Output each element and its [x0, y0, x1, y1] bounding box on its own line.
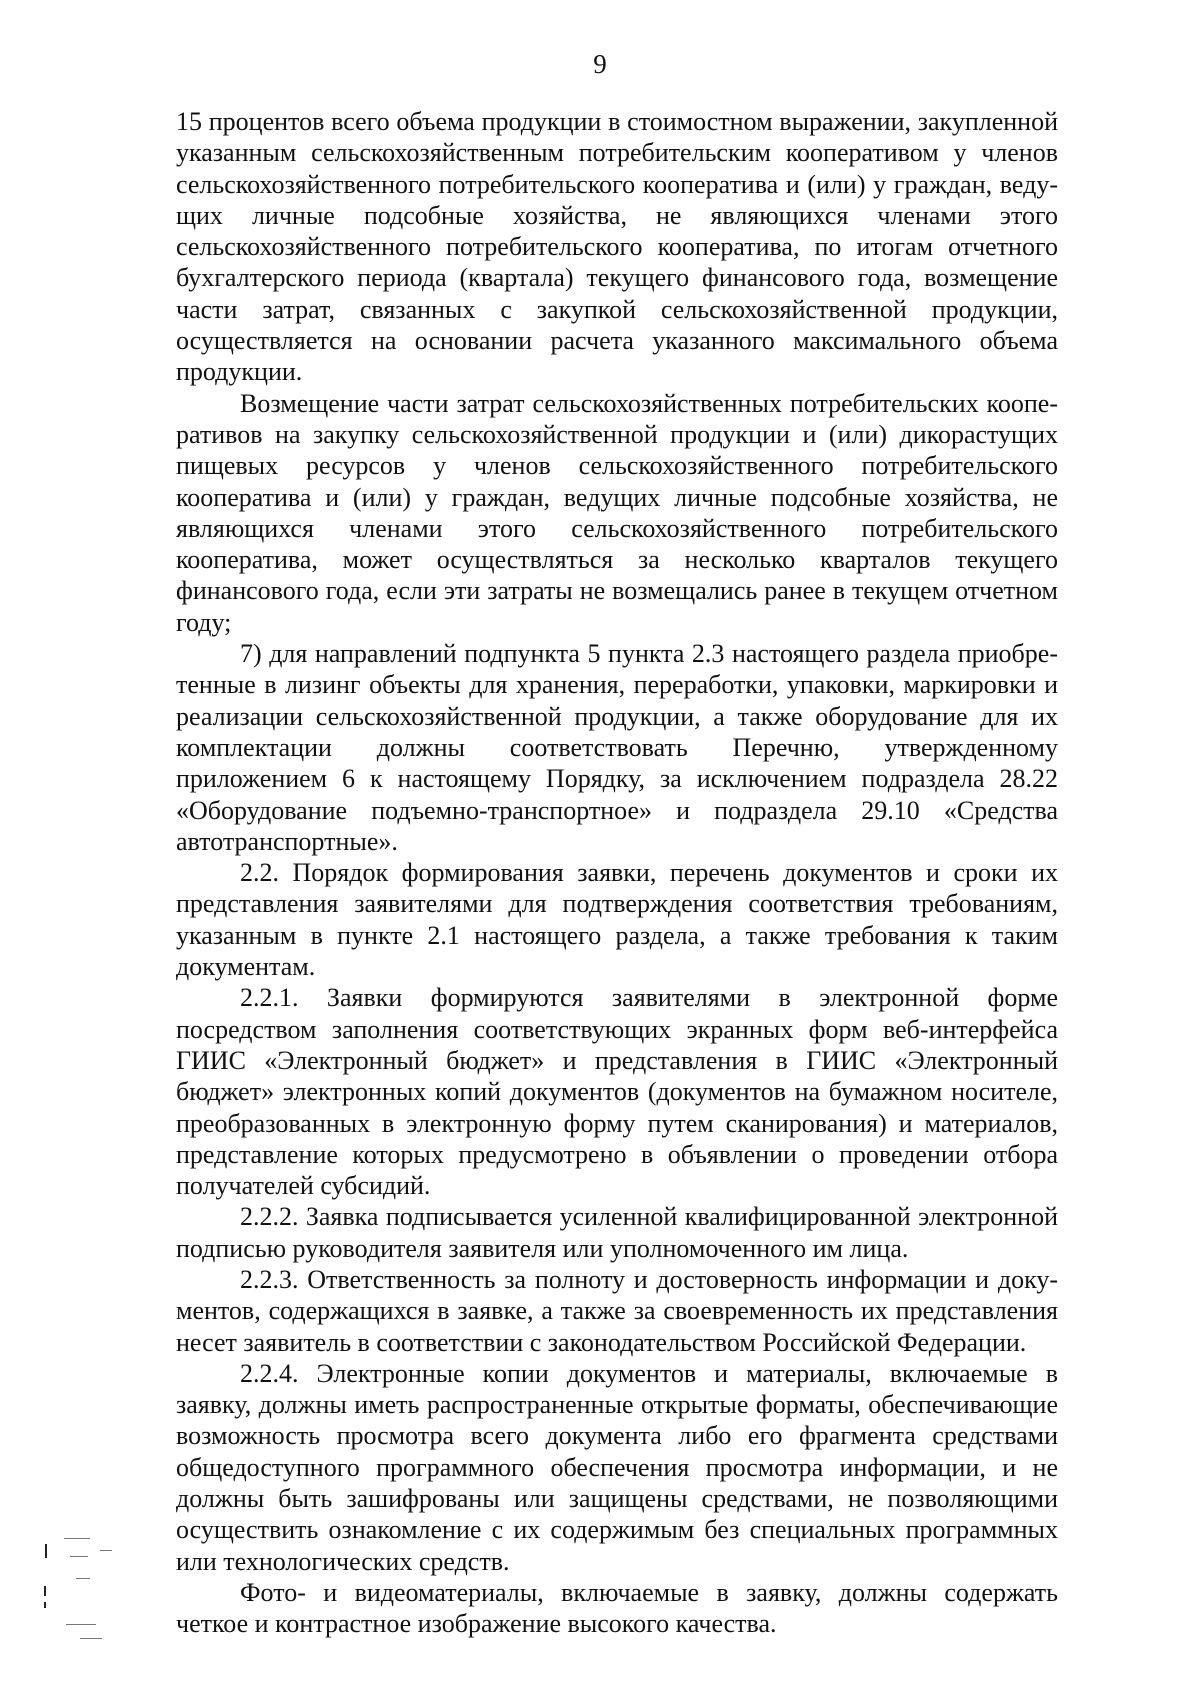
document-body: [176, 106, 1058, 1640]
scan-speck: [44, 1602, 46, 1608]
paragraph-continuation: 15 процентов всего объема продукции в стоимостном выражении, закупленной указанным сельскохозяйственным потребительским кооперативом у членов сельскохозяйственного потребительского кооператива и (или) у граждан, ведущих личные подсобные хозяйства, не являющихся членами этого сельскохозяйственного потребительского кооператива, по итогам отчетного бухгалтерского периода (квартала) текущего финансового года, возмещение части затрат, связанных с закупкой сельскохозяйственной продукции, осуществляется на основании расчета указанного максимального объема продукции.: [176, 107, 1058, 387]
paragraph-item-7: 7) для направлений подпункта 5 пункта 2.3 настоящего раздела приобретенные в лизинг объекты для хранения, переработки, упаковки, маркировки и реализации сельскохозяйственной продукции, а также оборудование для их комплектации должны соответствовать Перечню, утвержденному приложением 6 к настоящему Порядку, за исключением подраздела 28.22 «Оборудование подъемно-транспортное» и подраздела 29.10 «Средства автотранспортные».: [176, 639, 1058, 856]
paragraph-section-2-2-1: 2.2.1. Заявки формируются заявителями в электронной форме посредством заполнения соответствующих экранных форм веб-интерфейса ГИИС «Электронный бюджет» и представления в ГИИС «Электронный бюджет» электронных копий документов (документов на бумажном носителе, преобразованных в электронную форму путем сканирования) и материалов, представление которых предусмотрено в объявлении о проведении отбора получателей субсидий.: [176, 983, 1058, 1201]
paragraph-section-2-2-3: 2.2.3. Ответственность за полноту и достоверность информации и документов, содержащихся в заявке, а также за своевременность их представления несет заявитель в соответствии с законодательством Российской Федерации.: [176, 1264, 1058, 1357]
paragraph-section-2-2: 2.2. Порядок формирования заявки, перечень документов и сроки их представления заявителями для подтверждения соответствия требованиям, указанным в пункте 2.1 настоящего раздела, а также требования к таким документам.: [176, 858, 1058, 982]
paragraph-section-2-2-2: 2.2.2. Заявка подписывается усиленной квалифицированной электронной подписью руководителя заявителя или уполномоченного им лица.: [176, 1202, 1058, 1263]
scan-speck: [70, 1556, 88, 1557]
paragraph-photo-video: Фото- и видеоматериалы, включаемые в заявку, должны содержать четкое и контрастное изображение высокого качества.: [176, 1577, 1058, 1639]
scan-speck: [44, 1586, 46, 1596]
scan-speck: [80, 1638, 102, 1639]
paragraph-section-2-2-4: 2.2.4. Электронные копии документов и материалы, включаемые в заявку, должны иметь распространенные открытые форматы, обеспечивающие возможность просмотра всего документа либо его фрагмента средствами общедоступного программного обеспечения просмотра информации, и не должны быть зашифрованы или защищены средствами, не позволяющими осуществить ознакомление с их содержимым без специальных программных или технологических средств.: [176, 1358, 1058, 1576]
scan-speck: [66, 1624, 96, 1625]
scan-speck: [64, 1538, 90, 1539]
paragraph-cost-reimbursement: Возмещение части затрат сельскохозяйственных потребительских кооперативов на закупку сельскохозяйственной продукции и (или) дикорастущих пищевых ресурсов у членов сельскохозяйственного потребительского кооператива и (или) у граждан, ведущих личные подсобные хозяйства, не являющихся членами этого сельскохозяйственного потребительского кооператива, может осуществляться за несколько кварталов текущего финансового года, если эти затраты не возмещались ранее в текущем отчетном году;: [176, 388, 1058, 637]
scan-speck: [100, 1550, 112, 1551]
scan-artifacts: [40, 1538, 180, 1658]
page-number: 9: [593, 49, 607, 79]
scan-speck: [76, 1578, 90, 1579]
scan-speck: [45, 1544, 47, 1558]
